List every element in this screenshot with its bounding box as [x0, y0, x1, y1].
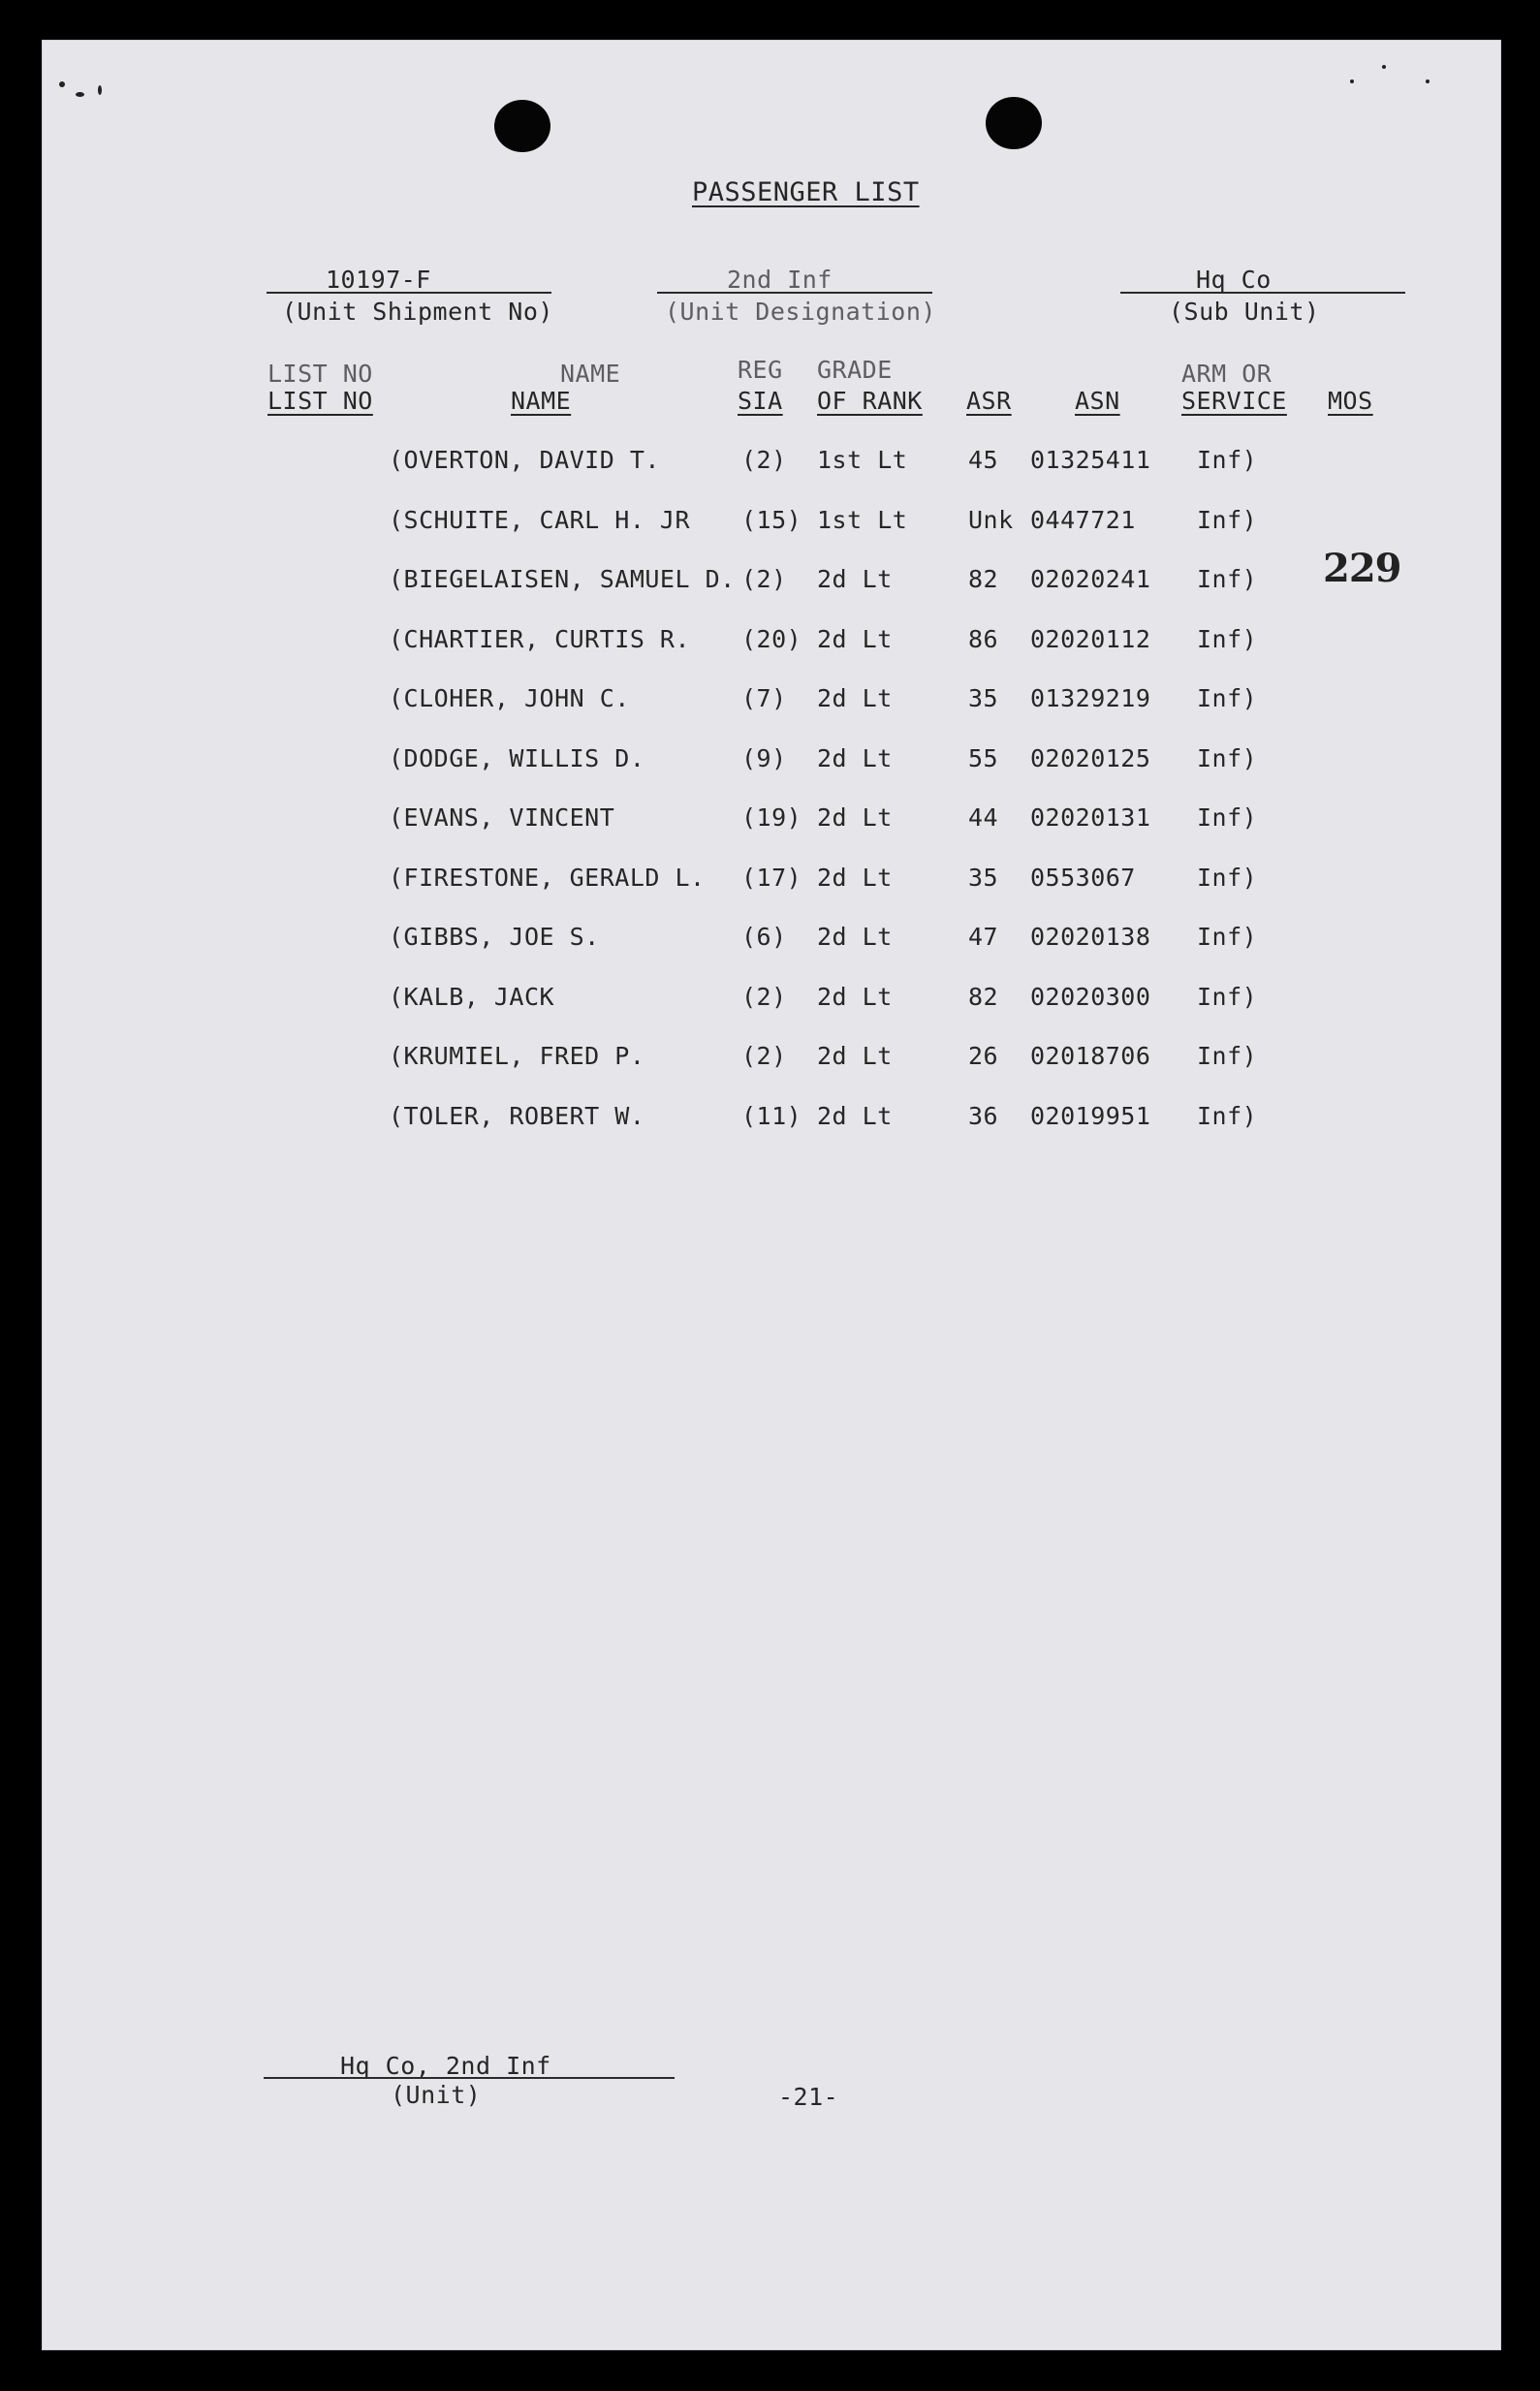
row-grade: 2d Lt — [817, 684, 893, 712]
speck — [98, 85, 102, 95]
col-reg-top: REG — [738, 356, 783, 384]
row-arm: Inf) — [1197, 1042, 1258, 1070]
unit-shipment-no-value: 10197-F — [326, 266, 431, 294]
sub-unit-label: (Sub Unit) — [1169, 298, 1320, 326]
row-grade: 2d Lt — [817, 625, 893, 653]
row-arm: Inf) — [1197, 625, 1258, 653]
row-reg: (2) — [741, 1042, 787, 1070]
row-asr: 36 — [968, 1102, 999, 1130]
row-name: (KRUMIEL, FRED P. — [389, 1042, 645, 1070]
row-asn: 02020300 — [1030, 983, 1151, 1011]
row-asr: 35 — [968, 684, 999, 712]
footer-unit-label: (Unit) — [391, 2081, 482, 2109]
col-mos: MOS — [1328, 387, 1373, 415]
row-reg: (2) — [741, 446, 787, 474]
col-grade-top: GRADE — [817, 356, 893, 384]
row-asn: 0553067 — [1030, 864, 1136, 892]
row-asr: 86 — [968, 625, 999, 653]
row-grade: 2d Lt — [817, 803, 893, 832]
row-arm: Inf) — [1197, 744, 1258, 772]
row-asn: 02020241 — [1030, 565, 1151, 593]
speck — [1350, 79, 1354, 83]
row-reg: (11) — [741, 1102, 802, 1130]
row-asr: 44 — [968, 803, 999, 832]
page-number: -21- — [778, 2083, 839, 2111]
col-list-no: LIST NO — [267, 387, 373, 415]
row-asr: 26 — [968, 1042, 999, 1070]
footer-unit-value: Hq Co, 2nd Inf — [340, 2052, 551, 2080]
col-arm: SERVICE — [1181, 387, 1287, 415]
speck — [59, 81, 65, 87]
row-grade: 1st Lt — [817, 506, 908, 534]
row-name: (KALB, JACK — [389, 983, 555, 1011]
row-asr: 47 — [968, 923, 999, 951]
row-name: (GIBBS, JOE S. — [389, 923, 600, 951]
row-reg: (20) — [741, 625, 802, 653]
row-reg: (6) — [741, 923, 787, 951]
row-name: (CHARTIER, CURTIS R. — [389, 625, 691, 653]
row-grade: 2d Lt — [817, 864, 893, 892]
row-grade: 2d Lt — [817, 1042, 893, 1070]
row-asn: 02020125 — [1030, 744, 1151, 772]
row-asn: 02018706 — [1030, 1042, 1151, 1070]
col-name: NAME — [511, 387, 572, 415]
col-reg: SIA — [738, 387, 783, 415]
row-asr: Unk — [968, 506, 1014, 534]
document-page — [42, 40, 1501, 2350]
row-asn: 02020131 — [1030, 803, 1151, 832]
row-asr: 82 — [968, 983, 999, 1011]
row-grade: 2d Lt — [817, 565, 893, 593]
speck — [1382, 65, 1386, 69]
row-arm: Inf) — [1197, 923, 1258, 951]
row-reg: (15) — [741, 506, 802, 534]
row-arm: Inf) — [1197, 684, 1258, 712]
punch-hole-right — [986, 97, 1042, 149]
row-name: (EVANS, VINCENT — [389, 803, 615, 832]
col-list-no-top: LIST NO — [267, 360, 373, 388]
row-name: (DODGE, WILLIS D. — [389, 744, 645, 772]
row-reg: (9) — [741, 744, 787, 772]
row-asn: 02019951 — [1030, 1102, 1151, 1130]
row-name: (OVERTON, DAVID T. — [389, 446, 660, 474]
sub-unit-value: Hq Co — [1196, 266, 1272, 294]
row-name: (TOLER, ROBERT W. — [389, 1102, 645, 1130]
row-asr: 82 — [968, 565, 999, 593]
row-arm: Inf) — [1197, 506, 1258, 534]
row-asn: 01325411 — [1030, 446, 1151, 474]
footer-unit-line — [264, 2077, 675, 2079]
unit-shipment-no-line — [267, 292, 551, 294]
row-grade: 2d Lt — [817, 1102, 893, 1130]
row-reg: (2) — [741, 565, 787, 593]
row-name: (BIEGELAISEN, SAMUEL D. — [389, 565, 736, 593]
speck — [1426, 79, 1430, 83]
row-asr: 45 — [968, 446, 999, 474]
unit-shipment-no-label: (Unit Shipment No) — [282, 298, 553, 326]
row-grade: 2d Lt — [817, 744, 893, 772]
page-stamp: 229 — [1323, 546, 1401, 591]
row-name: (FIRESTONE, GERALD L. — [389, 864, 706, 892]
col-arm-top: ARM OR — [1181, 360, 1273, 388]
unit-designation-label: (Unit Designation) — [665, 298, 936, 326]
row-reg: (7) — [741, 684, 787, 712]
row-reg: (2) — [741, 983, 787, 1011]
col-grade: OF RANK — [817, 387, 923, 415]
row-grade: 2d Lt — [817, 983, 893, 1011]
document-title: PASSENGER LIST — [692, 177, 920, 207]
row-asr: 55 — [968, 744, 999, 772]
unit-designation-line — [657, 292, 932, 294]
row-arm: Inf) — [1197, 1102, 1258, 1130]
row-name: (CLOHER, JOHN C. — [389, 684, 630, 712]
row-name: (SCHUITE, CARL H. JR — [389, 506, 691, 534]
punch-hole-left — [494, 100, 550, 152]
col-asr: ASR — [966, 387, 1012, 415]
row-reg: (19) — [741, 803, 802, 832]
row-arm: Inf) — [1197, 565, 1258, 593]
col-name-top: NAME — [560, 360, 621, 388]
row-arm: Inf) — [1197, 983, 1258, 1011]
col-asn: ASN — [1075, 387, 1120, 415]
speck — [76, 92, 84, 97]
row-arm: Inf) — [1197, 803, 1258, 832]
row-asn: 0447721 — [1030, 506, 1136, 534]
row-reg: (17) — [741, 864, 802, 892]
row-grade: 2d Lt — [817, 923, 893, 951]
row-asn: 02020138 — [1030, 923, 1151, 951]
sub-unit-line — [1120, 292, 1405, 294]
row-asr: 35 — [968, 864, 999, 892]
row-arm: Inf) — [1197, 446, 1258, 474]
unit-designation-value: 2nd Inf — [727, 266, 833, 294]
row-arm: Inf) — [1197, 864, 1258, 892]
row-asn: 01329219 — [1030, 684, 1151, 712]
row-asn: 02020112 — [1030, 625, 1151, 653]
row-grade: 1st Lt — [817, 446, 908, 474]
